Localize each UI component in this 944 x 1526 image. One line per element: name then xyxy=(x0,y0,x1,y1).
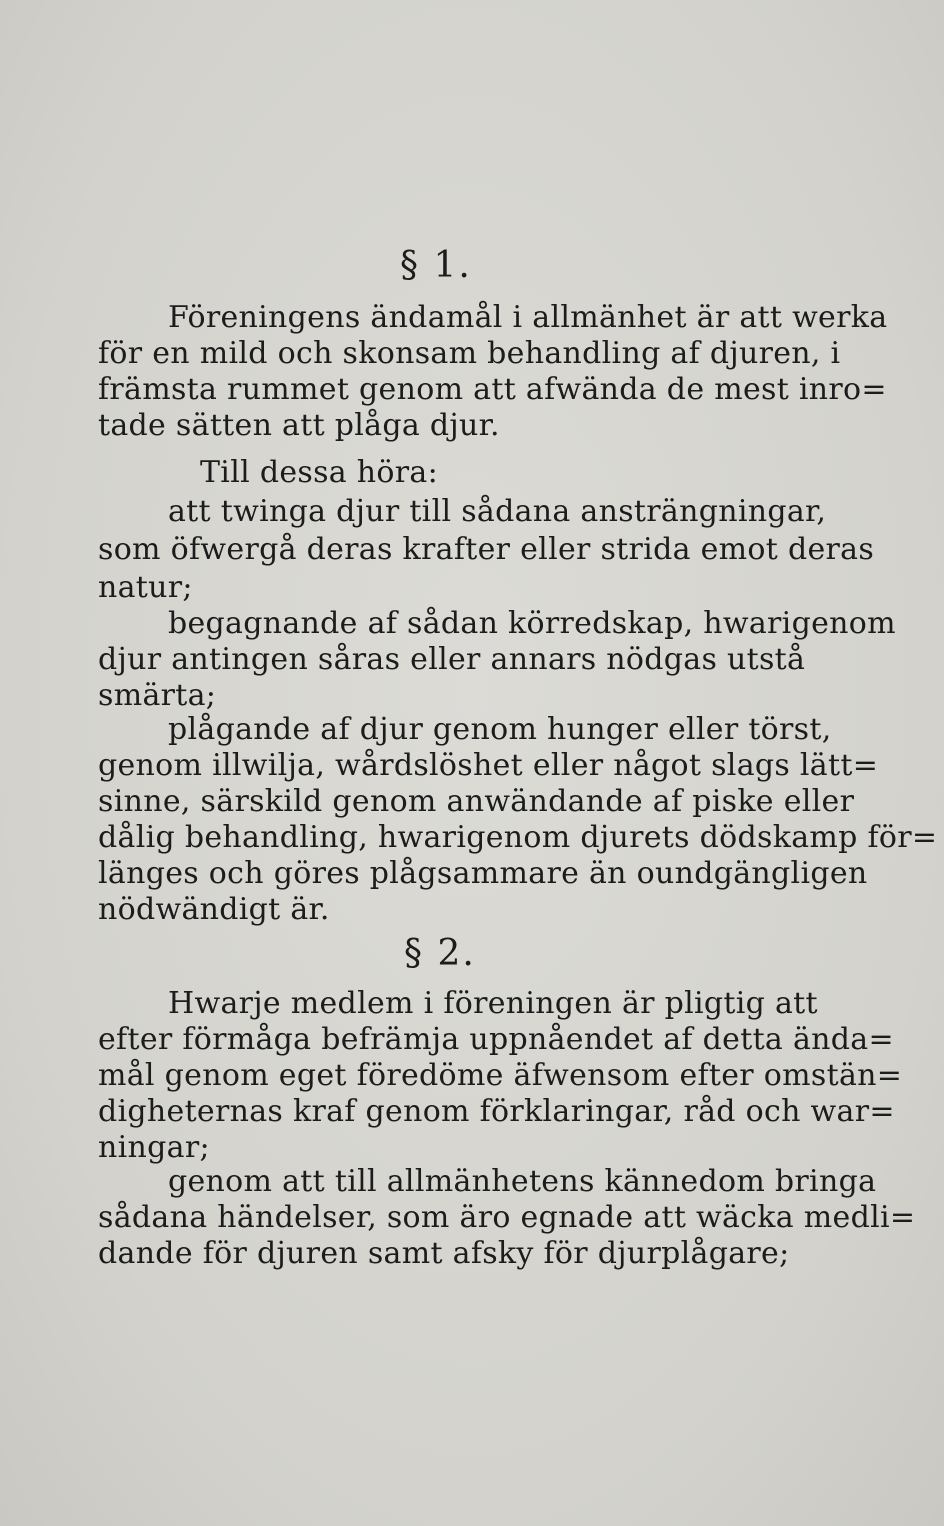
section-1-line-13: genom illwilja, wårdslöshet eller något slags lätt= xyxy=(98,748,879,783)
section-1-line-5: Till dessa höra: xyxy=(200,455,439,490)
section-2-line-5: ningar; xyxy=(98,1130,210,1165)
section-2-line-2: efter förmåga befrämja uppnåendet af detta ända= xyxy=(98,1022,894,1057)
section-1-line-2: för en mild och skonsam behandling af djuren, i xyxy=(98,336,841,371)
section-1-line-9: begagnande af sådan körredskap, hwarigenom xyxy=(168,606,896,641)
section-1-line-15: dålig behandling, hwarigenom djurets dödskamp för= xyxy=(98,820,938,855)
section-1-line-10: djur antingen såras eller annars nödgas utstå xyxy=(98,642,806,677)
section-1-line-3: främsta rummet genom att afwända de mest inro= xyxy=(98,372,887,407)
section-1-line-8: natur; xyxy=(98,570,193,605)
section-1-line-6: att twinga djur till sådana ansträngningar, xyxy=(168,494,827,529)
section-2-line-3: mål genom eget föredöme äfwensom efter omstän= xyxy=(98,1058,903,1093)
section-1-line-17: nödwändigt är. xyxy=(98,892,330,927)
section-1-line-11: smärta; xyxy=(98,678,217,713)
section-1-line-14: sinne, särskild genom anwändande af piske eller xyxy=(98,784,855,819)
section-1-line-4: tade sätten att plåga djur. xyxy=(98,408,500,443)
section-2-line-6: genom att till allmänhetens kännedom bringa xyxy=(168,1164,877,1199)
section-1-line-1: Föreningens ändamål i allmänhet är att werka xyxy=(168,300,888,335)
section-1-line-16: länges och göres plågsammare än oundgängligen xyxy=(98,856,868,891)
section-1-line-12: plågande af djur genom hunger eller törst, xyxy=(168,712,832,747)
section-1-line-7: som öfwergå deras krafter eller strida emot deras xyxy=(98,532,875,567)
section-2-line-1: Hwarje medlem i föreningen är pligtig att xyxy=(168,986,818,1021)
section-1-heading: § 1. xyxy=(400,245,472,286)
section-2-line-8: dande för djuren samt afsky för djurplågare; xyxy=(98,1236,790,1271)
section-2-line-7: sådana händelser, som äro egnade att wäcka medli= xyxy=(98,1200,916,1235)
section-2-line-4: digheternas kraf genom förklaringar, råd och war= xyxy=(98,1094,895,1129)
section-2-heading: § 2. xyxy=(404,933,476,974)
